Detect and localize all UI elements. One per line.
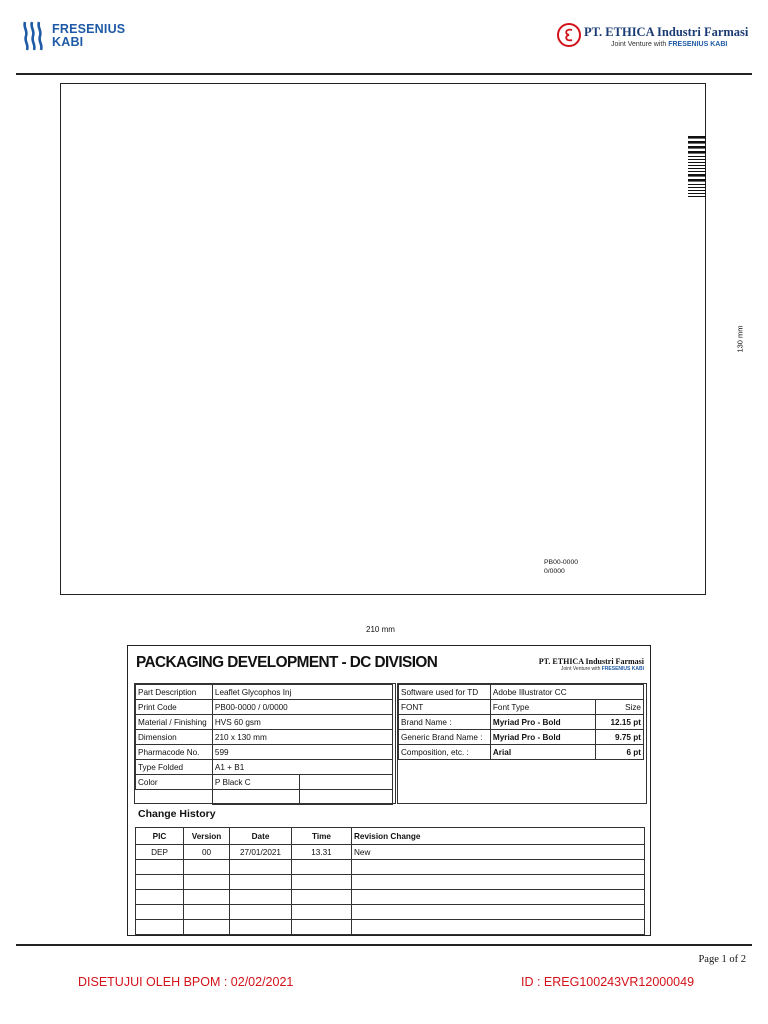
bpom-approval-stamp: DISETUJUI OLEH BPOM : 02/02/2021 xyxy=(78,975,294,989)
ethica-joint-venture: Joint Venture with FRESENIUS KABI xyxy=(611,41,728,48)
ethica-emblem-icon xyxy=(556,22,582,48)
registration-id: ID : EREG100243VR12000049 xyxy=(521,975,695,989)
part-spec-table xyxy=(135,684,393,805)
fresenius-kabi-mark-icon xyxy=(22,20,46,52)
artwork-dieline xyxy=(60,83,706,595)
change-history-table xyxy=(135,827,645,935)
page-number: Page 1 of 2 xyxy=(698,954,746,965)
table-row: Type Folded A1 + B1 xyxy=(136,760,393,775)
font-spec-table xyxy=(398,684,644,760)
packaging-title: PACKAGING DEVELOPMENT - DC DIVISION xyxy=(136,654,438,671)
fresenius-kabi-logo xyxy=(22,20,132,54)
change-history-title: Change History xyxy=(138,808,216,820)
packaging-development-box xyxy=(127,645,651,936)
table-row: Color P Black C xyxy=(136,775,393,790)
table-row xyxy=(136,860,645,875)
table-row xyxy=(136,905,645,920)
ethica-logo xyxy=(556,22,749,54)
table-row: Brand Name : Myriad Pro - Bold 12.15 pt xyxy=(399,715,644,730)
packaging-company-logo: PT. ETHICA Industri Farmasi Joint Venture with FRESENIUS KABI xyxy=(538,657,644,672)
table-row xyxy=(136,875,645,890)
table-row: Composition, etc. : Arial 6 pt xyxy=(399,745,644,760)
footer-divider xyxy=(16,944,752,946)
fresenius-kabi-wordmark: FRESENIUS KABI xyxy=(52,22,126,49)
table-header-row: PIC Version Date Time Revision Change xyxy=(136,828,645,845)
table-row: Print Code PB00-0000 / 0/0000 xyxy=(136,700,393,715)
table-row xyxy=(136,920,645,935)
table-row: Pharmacode No. 599 xyxy=(136,745,393,760)
artwork-print-code: PB00-0000 0/0000 xyxy=(544,559,579,575)
height-dimension: 130 mm xyxy=(735,325,745,353)
table-row xyxy=(136,790,393,805)
table-row: Part Description Leaflet Glycophos Inj xyxy=(136,685,393,700)
width-dimension: 210 mm xyxy=(366,625,395,634)
table-row: Generic Brand Name : Myriad Pro - Bold 9.75 pt xyxy=(399,730,644,745)
pharmacode-barcode-icon xyxy=(688,136,706,198)
ethica-company-name: PT. ETHICA Industri Farmasi xyxy=(584,25,749,39)
header-divider xyxy=(16,73,752,75)
table-row: DEP 00 27/01/2021 13.31 New xyxy=(136,845,645,860)
table-row xyxy=(136,890,645,905)
table-row: Material / Finishing HVS 60 gsm xyxy=(136,715,393,730)
table-row: Software used for TD Adobe Illustrator CC xyxy=(399,685,644,700)
table-row: FONT Font Type Size xyxy=(399,700,644,715)
table-row: Dimension 210 x 130 mm xyxy=(136,730,393,745)
